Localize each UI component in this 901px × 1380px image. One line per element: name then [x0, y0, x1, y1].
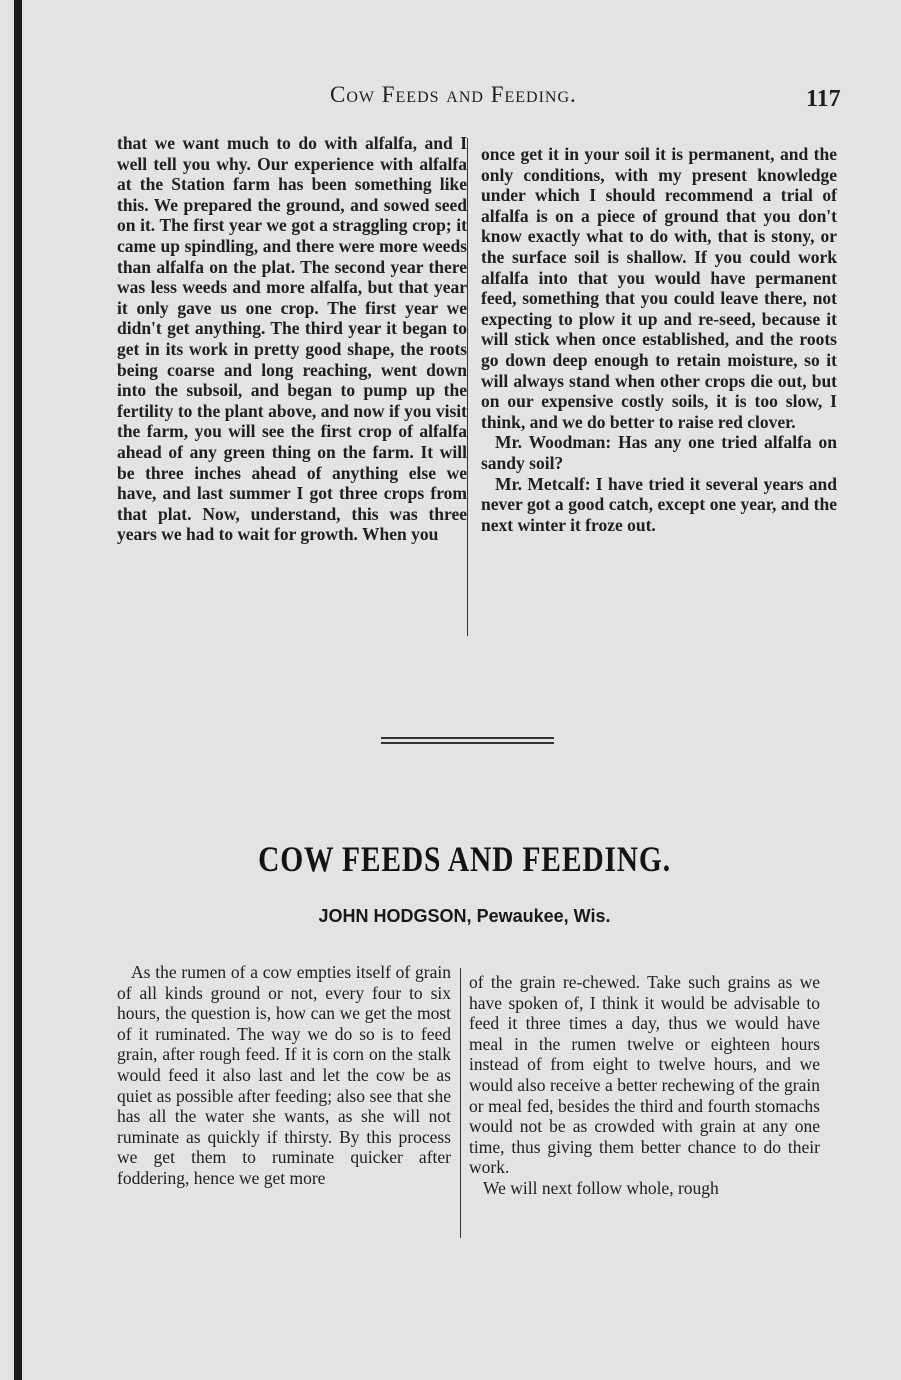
author-name: JOHN HODGSON,	[318, 906, 472, 926]
byline	[0, 906, 901, 927]
paragraph: Mr. Woodman: Has any one tried alfalfa on sandy soil?	[481, 432, 837, 473]
paragraph: Mr. Metcalf: I have tried it several years and never got a good catch, except one year, and the next winter it froze out.	[481, 473, 837, 535]
paragraph: once get it in your soil it is permanent, and the only conditions, with my present knowledge under which I should recommend a trial of alfalfa is on a piece of ground that you don't know exactly what to do with, that is stony, or the surface soil is shallow. If you could work alfalfa into that you would have permanent feed, something that you could leave there, not expecting to plow it up and re-seed, because it will stick when once established, and the roots go down deep enough to retain moisture, so it will always stand when other crops die out, but on our expensive costly soils, it is too slow, I think, and we do better to raise red clover.	[481, 144, 837, 432]
paragraph: We will next follow whole, rough	[483, 1177, 719, 1198]
paragraph: that we want much to do with alfalfa, and I well tell you why. Our experience with alfalfa at the Station farm has been something like this. We prepared the ground, and sowed seed on it. The first year we got a straggling crop; it came up spindling, and there were more weeds than alfalfa on the plat. The second year there was less weeds and more alfalfa, but that year it only gave us one crop. The first year we didn't get anything. The third year it began to get in its work in pretty good shape, the roots being coarse and long reaching, went down into the subsoil, and began to pump up the fertility to the plant above, and now if you visit the farm, you will see the first crop of alfalfa ahead of any green thing on the farm. It will be three inches ahead of anything else we have, and last summer I got three crops from that plat. Now, understand, this was three years we had to wait for growth. When you	[117, 133, 467, 545]
section-separator	[381, 737, 554, 744]
top-left-column	[117, 133, 467, 545]
column-divider	[460, 968, 461, 1238]
author-location: Pewaukee, Wis.	[476, 906, 611, 926]
article-title: COW FEEDS AND FEEDING.	[258, 839, 671, 879]
top-right-column	[481, 144, 837, 535]
page-edge-shadow	[14, 0, 22, 1380]
article-left-column	[117, 962, 451, 1189]
column-divider	[467, 138, 468, 636]
paragraph: As the rumen of a cow empties itself of grain of all kinds ground or not, every four to six hours, the question is, how can we get the most of it ruminated. The way we do so is to feed grain, after rough feed. If it is corn on the stalk would feed it also last and let the cow be as quiet as possible after feeding; also see that she has all the water she wants, as she will not ruminate as quickly if thirsty. By this process we get them to ruminate quicker after foddering, hence we get more	[117, 962, 451, 1188]
running-title: Cow Feeds and Feeding.	[330, 82, 577, 107]
article-right-column	[469, 972, 820, 1199]
paragraph: of the grain re-chewed. Take such grains as we have spoken of, I think it would be advisable to feed it three times a day, thus we would have meal in the rumen twelve or eighteen hours instead of from eight to twelve hours, and we would also receive a better rechewing of the grain or meal fed, besides the third and fourth stomachs would not be as crowded with grain at any one time, thus giving them better chance to do their work.	[469, 972, 820, 1178]
page-number: 117	[806, 86, 841, 112]
